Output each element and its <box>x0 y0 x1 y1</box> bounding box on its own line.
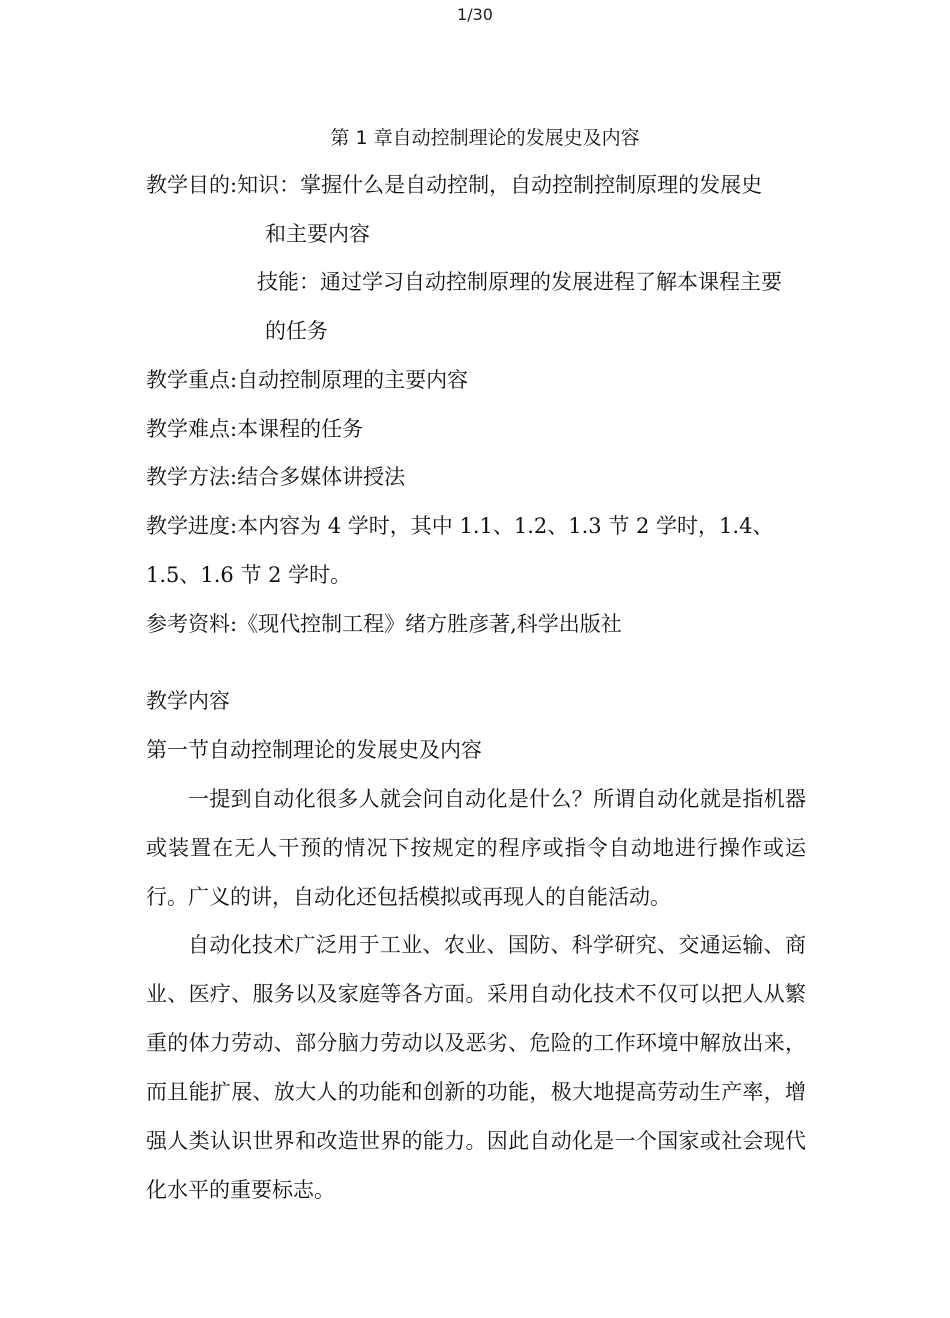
objectives-line-1: 教学目的:知识：掌握什么是自动控制，自动控制控制原理的发展史 <box>146 173 763 197</box>
teaching-method: 教学方法:结合多媒体讲授法 <box>146 465 406 489</box>
objectives-line-4: 的任务 <box>265 319 328 343</box>
chapter-title: 第 1 章自动控制理论的发展史及内容 <box>330 127 640 149</box>
paragraph-2: 自动化技术广泛用于工业、农业、国防、科学研究、交通运输、商业、医疗、服务以及家庭等各方面。采用自动化技术不仅可以把人从繁重的体力劳动、部分脑力劳动以及恶劣、危险的工作环境中解放出来，而且能扩展、放大人的功能和创新的功能，极大地提高劳动生产率，增强人类认识世界和改造世界的能力。因此自动化是一个国家或社会现代化水平的重要标志。 <box>146 933 806 1202</box>
section-heading: 第一节自动控制理论的发展史及内容 <box>146 738 482 762</box>
key-point: 教学重点:自动控制原理的主要内容 <box>146 368 469 392</box>
page-number: 1/30 <box>457 5 493 24</box>
content-heading: 教学内容 <box>146 689 230 713</box>
reference: 参考资料:《现代控制工程》绪方胜彦著,科学出版社 <box>146 612 622 636</box>
paragraph-1: 一提到自动化很多人就会问自动化是什么？所谓自动化就是指机器或装置在无人干预的情况下按规定的程序或指令自动地进行操作或运行。广义的讲，自动化还包括模拟或再现人的自能活动。 <box>146 787 806 909</box>
objectives-line-3: 技能：通过学习自动控制原理的发展进程了解本课程主要 <box>257 270 782 294</box>
progress-line-2: 1.5、1.6 节 2 学时。 <box>146 563 352 587</box>
objectives-line-2: 和主要内容 <box>265 222 370 246</box>
progress-line-1: 教学进度:本内容为 4 学时，其中 1.1、1.2、1.3 节 2 学时，1.4、 <box>146 514 774 538</box>
difficulty: 教学难点:本课程的任务 <box>146 417 364 441</box>
